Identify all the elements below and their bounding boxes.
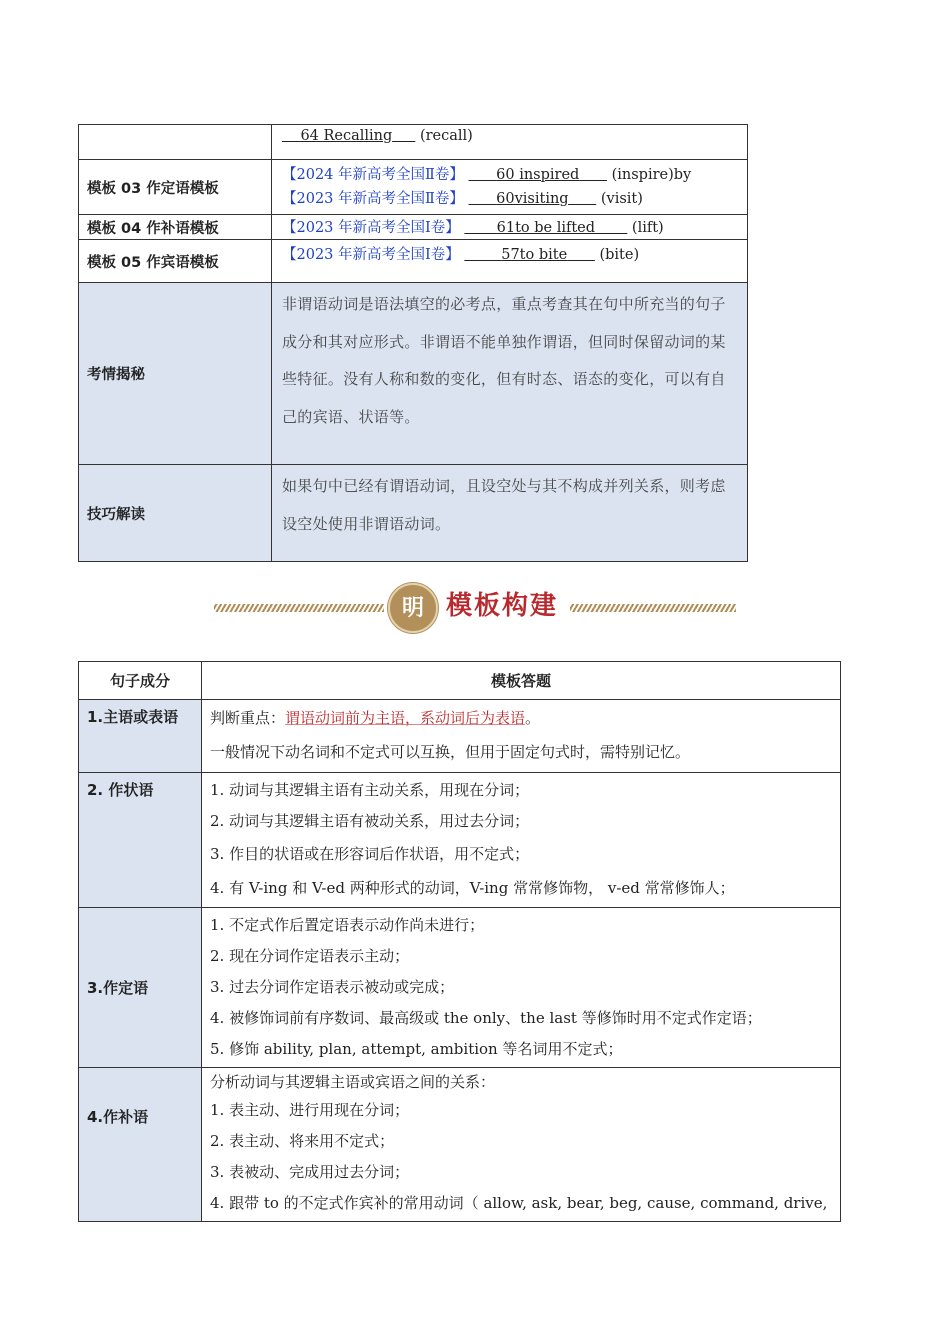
content-line: 2. 动词与其逻辑主语有被动关系，用过去分词； [210,812,530,830]
content-line: 2. 现在分词作定语表示主动； [210,947,410,965]
hint-text: (bite) [599,247,640,263]
template-03-label: 模板 03 作定语模板 [79,160,272,215]
content-line: 4. 跟带 to 的不定式作宾补的常用动词（ allow, ask, bear, beg, cause, command, drive, [210,1194,828,1212]
hint-text: (recall) [419,128,473,144]
row-content [202,908,841,1068]
recall-answer-cell [272,125,748,160]
hint-text: (inspire)by [611,167,692,183]
answer-text: 60visiting [496,191,569,207]
highlight-text: 谓语动词前为主语，系动词后为表语 [285,709,526,727]
skill-interpretation-label: 技巧解读 [79,465,272,562]
answer-text: 61to be lifted [496,220,596,236]
exam-analysis-text: 非谓语动词是语法填空的必考点，重点考查其在句中所充当的句子成分和其对应形式。非谓语不能单独作谓语，但同时保留动词的某些特征。没有人称和数的变化，但有时态、语态的变化，可以有自己的宾语、状语等。 [272,283,748,465]
content-line: 1. 动词与其逻辑主语有主动关系，用现在分词； [210,781,530,799]
source-link[interactable]: 【2023 年新高考全国Ⅰ卷】 [282,247,460,263]
row-content [202,700,841,773]
template-03-examples [272,160,748,215]
content-line: 3. 过去分词作定语表示被动或完成； [210,978,455,996]
content-line: 5. 修饰 ability, plan, attempt, ambition 等名词用不定式； [210,1040,623,1058]
column-header: 句子成分 [79,662,202,700]
row-content [202,1068,841,1222]
column-header: 模板答题 [202,662,841,700]
content-line: 1. 不定式作后置定语表示动作尚未进行； [210,916,485,934]
answer-text: 60 inspired [496,167,580,183]
hint-text: (visit) [600,191,643,207]
source-link[interactable]: 【2023 年新高考全国Ⅱ卷】 [282,191,464,207]
content-line: 3. 表被动、完成用过去分词； [210,1163,410,1181]
suffix-text: 。 [525,709,541,727]
template-04-label: 模板 04 作补语模板 [79,215,272,240]
row-label: 4.作补语 [79,1068,202,1222]
template-table [78,124,748,562]
row-content [202,773,841,908]
empty-label-cell [79,125,272,160]
row-label: 2. 作状语 [79,773,202,908]
row-label: 1.主语或表语 [79,700,202,773]
source-link[interactable]: 【2024 年新高考全国Ⅱ卷】 [282,167,464,183]
template-05-example [272,240,748,283]
answer-text: 57to bite [501,247,568,263]
hint-text: (lift) [631,220,664,236]
source-link[interactable]: 【2023 年新高考全国Ⅰ卷】 [282,220,460,236]
decorative-stripe-left [214,604,384,612]
content-line: 4. 被修饰词前有序数词、最高级或 the only、the last 等修饰时用不定式作定语； [210,1009,762,1027]
content-line: 4. 有 V-ing 和 V-ed 两种形式的动词，V-ing 常常修饰物， v-ed 常常修饰人； [210,879,735,897]
template-04-example [272,215,748,240]
section-banner [210,580,740,634]
answer-text: 64 Recalling [300,128,393,144]
content-line: 分析动词与其逻辑主语或宾语之间的关系： [210,1073,496,1091]
content-line: 1. 表主动、进行用现在分词； [210,1101,410,1119]
content-line [210,703,832,734]
skill-interpretation-text: 如果句中已经有谓语动词，且设空处与其不构成并列关系，则考虑设空处使用非谓语动词。 [272,465,748,562]
seal-icon: 明 [388,583,438,633]
example-line [282,163,737,187]
content-line: 2. 表主动、将来用不定式； [210,1132,395,1150]
example-line [282,187,737,211]
template-05-label: 模板 05 作宾语模板 [79,240,272,283]
content-line: 3. 作目的状语或在形容词后作状语，用不定式； [210,845,530,863]
prefix-text: 判断重点： [210,709,286,727]
decorative-stripe-right [570,604,736,612]
exam-analysis-label: 考情揭秘 [79,283,272,465]
row-label: 3.作定语 [79,908,202,1068]
answer-template-table [78,661,841,1222]
section-title: 模板构建 [446,591,559,621]
content-line: 一般情况下动名词和不定式可以互换，但用于固定句式时，需特别记忆。 [210,743,691,761]
